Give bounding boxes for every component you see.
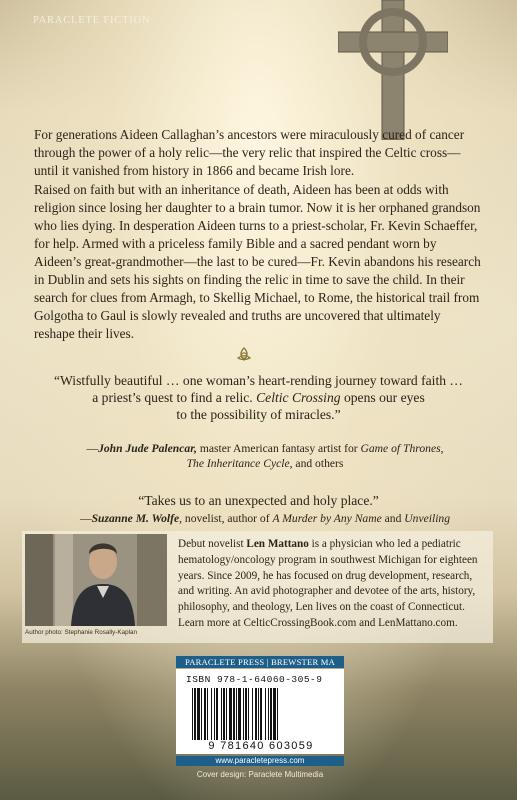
- synopsis-paragraph-2: Raised on faith but with an inheritance of death, Aideen has been at odds with religion since losing her daughter to a brain tumor. Now it is her orphaned grandson who lies dying. In desperation Aideen turns to a priest-scholar, Fr. Kevin Schaeffer, for help. Armed with a priceless family Bible and a sacred pendant worn by Aideen’s great-grandmother—the last to be cured—Fr. Kevin abandons his research in Dublin and sets his sights on finding the relic in time to save the child. In their search for clues from Armagh, to Skellig Michael, to Rome, the historical trail from Golgotha to Gaul is slowly revealed and truths are uncovered that ultimately reshape their lives.: [34, 182, 481, 341]
- endorsement-attribution-2: —Suzanne M. Wolfe, novelist, author of A Murder by Any Name and Unveiling: [79, 512, 451, 525]
- author-photo: [25, 534, 167, 626]
- photo-credit: Author photo: Stephanie Rosally-Kaplan: [25, 629, 138, 636]
- endorsement-quote-2: “Takes us to an unexpected and holy place.”: [138, 493, 379, 508]
- publisher-url: www.paracletepress.com: [176, 756, 344, 766]
- imprint-label: PARACLETE FICTION: [33, 15, 151, 26]
- endorsement-attribution-1: —John Jude Palencar, master American fantasy artist for Game of Thrones, The Inheritance Cycle, and others: [86, 442, 444, 470]
- cover-design-credit: Cover design: Paraclete Multimedia: [196, 770, 324, 779]
- barcode-number: 9 781640 603059: [208, 740, 314, 752]
- endorsement-quote-1: “Wistfully beautiful … one woman’s heart-rending journey toward faith … a priest’s quest to find a relic. Celtic Crossing opens our eyes to the possibility of miracles.”: [53, 373, 464, 422]
- celtic-cross-image: [338, 0, 448, 140]
- author-bio: Debut novelist Len Mattano is a physician who led a pediatric hematology/oncology program in southwest Michigan for eighteen years. Since 2009, he has focused on drug development, research, and writing. An avid photographer and devotee of the arts, history, philosophy, and theology, Len lives on the coast of Connecticut. Learn more at CelticCrossingBook.com and LenMattano.com.: [178, 538, 478, 629]
- synopsis-paragraph-1: For generations Aideen Callaghan’s ancestors were miraculously cured of cancer through the power of a holy relic—the very relic that inspired the Celtic cross—until it vanished from history in 1866 and became Irish lore.: [34, 127, 465, 178]
- barcode-image: [190, 688, 338, 740]
- isbn-label: ISBN 978-1-64060-305-9: [186, 674, 323, 685]
- triquetra-icon: [236, 346, 252, 362]
- publisher-bar: PARACLETE PRESS | BREWSTER MA: [176, 656, 344, 668]
